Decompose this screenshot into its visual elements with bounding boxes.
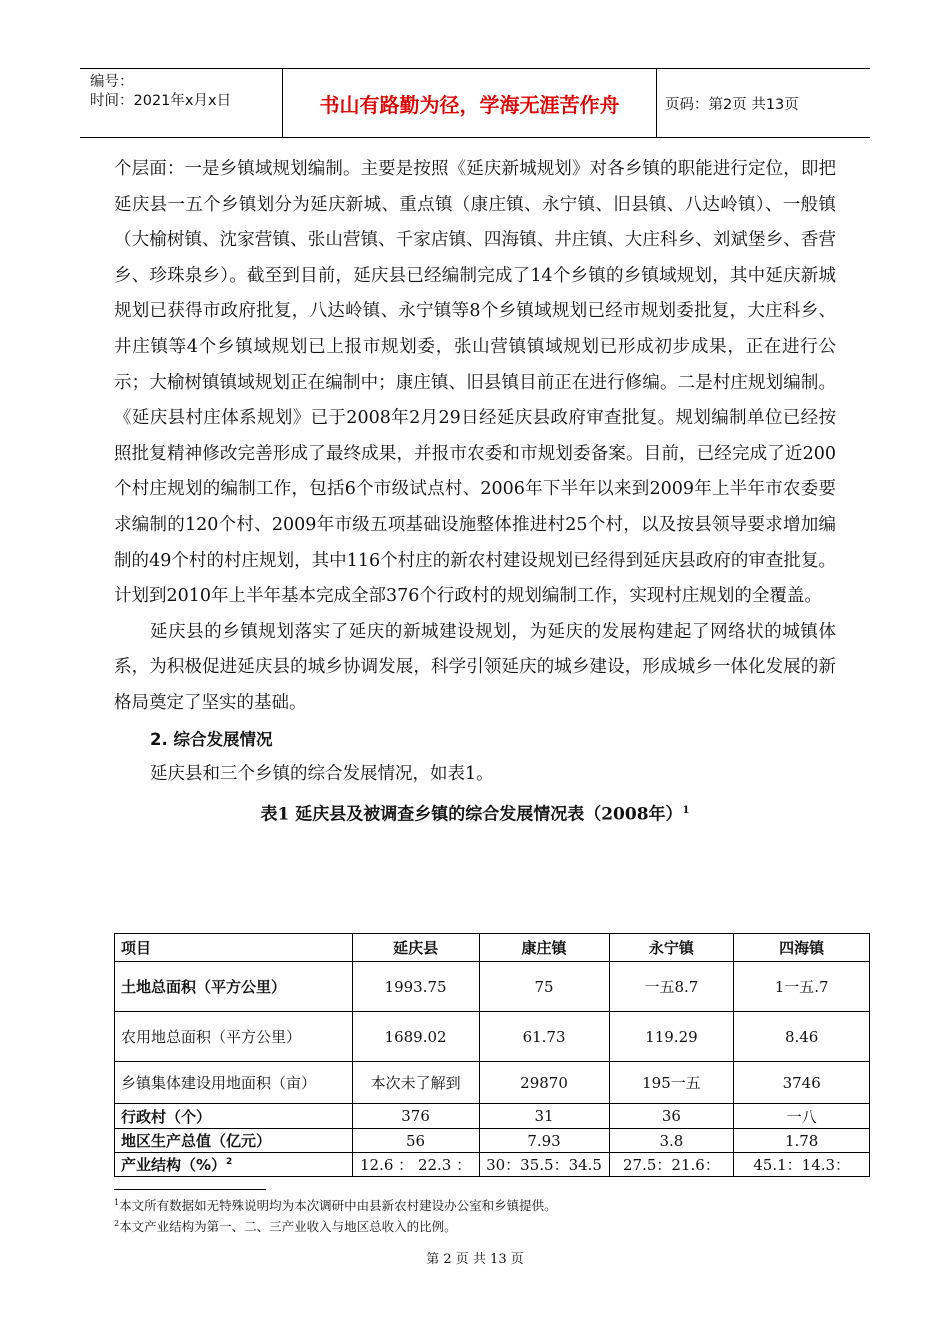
table-row — [115, 1153, 870, 1177]
table-header-cell: 永宁镇 — [609, 934, 734, 962]
table-cell-label — [115, 1153, 353, 1177]
table-header-cell: 项目 — [115, 934, 353, 962]
table-cell: 一八 — [734, 1104, 870, 1129]
table-row — [115, 1129, 870, 1153]
table-row — [115, 1012, 870, 1062]
table-cell: 61.73 — [479, 1012, 609, 1062]
table-cell: 1.78 — [734, 1129, 870, 1153]
table-cell-label: 行政村（个） — [115, 1104, 353, 1129]
table-row — [115, 1104, 870, 1129]
table-cell: 29870 — [479, 1062, 609, 1104]
table-cell: 376 — [352, 1104, 479, 1129]
footnote-mark: 2 — [114, 1219, 120, 1229]
table-cell: 8.46 — [734, 1012, 870, 1062]
table-cell: 195一五 — [609, 1062, 734, 1104]
doc-id-label: 编号： — [90, 74, 134, 90]
table-cell: 3.8 — [609, 1129, 734, 1153]
table-row — [115, 1062, 870, 1104]
table-cell: 30：35.5：34.5 — [479, 1153, 609, 1177]
table-cell: 45.1：14.3： — [734, 1153, 870, 1177]
table-title — [114, 793, 836, 833]
table-cell-label: 乡镇集体建设用地面积（亩） — [115, 1062, 353, 1104]
page-header — [80, 68, 870, 138]
table-cell: 1一五.7 — [734, 962, 870, 1012]
table-title-text: 表1 延庆县及被调查乡镇的综合发展情况表（2008年） — [260, 804, 683, 825]
table-header-cell: 四海镇 — [734, 934, 870, 962]
table-cell: 一五8.7 — [609, 962, 734, 1012]
table-cell: 119.29 — [609, 1012, 734, 1062]
table-cell: 3746 — [734, 1062, 870, 1104]
table-header-cell: 延庆县 — [352, 934, 479, 962]
header-page-info: 页码：第2页 共13页 — [665, 96, 799, 113]
table-cell: 12.6 ： 22.3 ： — [352, 1153, 479, 1177]
table-cell: 本次未了解到 — [352, 1062, 479, 1104]
footnote-item — [114, 1215, 557, 1236]
table-cell: 27.5：21.6： — [609, 1153, 734, 1177]
table-cell-label-text: 产业结构（%） — [121, 1156, 227, 1174]
table-cell: 36 — [609, 1104, 734, 1129]
table-cell: 75 — [479, 962, 609, 1012]
development-table — [114, 933, 870, 1177]
table-cell: 1993.75 — [352, 962, 479, 1012]
footnote-text: 本文所有数据如无特殊说明均为本次调研中由县新农村建设办公室和乡镇提供。 — [119, 1198, 557, 1214]
table-cell: 1689.02 — [352, 1012, 479, 1062]
table-row — [115, 962, 870, 1012]
table-cell: 56 — [352, 1129, 479, 1153]
table-header-row — [115, 934, 870, 962]
body-paragraph: 延庆县的乡镇规划落实了延庆的新城建设规划，为延庆的发展构建起了网络状的城镇体系，为积极促进延庆县的城乡协调发展，科学引领延庆的城乡建设，形成城乡一体化发展的新格局奠定了坚实的基础。 — [114, 621, 836, 713]
body-paragraph: 个层面：一是乡镇域规划编制。主要是按照《延庆新城规划》对各乡镇的职能进行定位，即把延庆县一五个乡镇划分为延庆新城、重点镇（康庄镇、永宁镇、旧县镇、八达岭镇）、一般镇（大榆树镇、沈家营镇、张山营镇、千家店镇、四海镇、井庄镇、大庄科乡、刘斌堡乡、香营乡、珍珠泉乡）。截至到目前，延庆县已经编制完成了14个乡镇的乡镇域规划，其中延庆新城规划已获得市政府批复，八达岭镇、永宁镇等8个乡镇域规划已经市规划委批复，大庄科乡、井庄镇等4个乡镇域规划已上报市规划委，张山营镇镇域规划已形成初步成果，正在进行公示；大榆树镇镇域规划正在编制中；康庄镇、旧县镇目前正在进行修编。二是村庄规划编制。《延庆县村庄体系规划》已于2008年2月29日经延庆县政府审查批复。规划编制单位已经按照批复精神修改完善形成了最终成果，并报市农委和市规划委备案。目前，已经完成了近200个村庄规划的编制工作，包括6个市级试点村、2006年下半年以来到2009年上半年市农委要求编制的120个村、2009年市级五项基础设施整体推进村25个村，以及按县领导要求增加编制的49个村的村庄规划，其中116个村庄的新农村建设规划已经得到延庆县政府的审查批复。计划到2010年上半年基本完成全部376个行政村的规划编制工作，实现村庄规划的全覆盖。 — [114, 159, 836, 607]
table-header-cell: 康庄镇 — [479, 934, 609, 962]
footnote-mark: 2 — [226, 1157, 233, 1167]
footnote-mark: 1 — [114, 1198, 120, 1207]
table-cell: 31 — [479, 1104, 609, 1129]
table-cell: 7.93 — [479, 1129, 609, 1153]
section-intro: 延庆县和三个乡镇的综合发展情况，如表1。 — [150, 764, 494, 785]
footnote-item — [114, 1194, 557, 1215]
footnote-divider — [114, 1189, 266, 1190]
header-meta — [80, 69, 283, 137]
section-heading: 2. 综合发展情况 — [150, 729, 273, 749]
footnote-text: 本文产业结构为第一、二、三产业收入与地区总收入的比例。 — [119, 1219, 457, 1235]
page-number: 第 2 页 共 13 页 — [426, 1252, 524, 1267]
footnotes — [114, 1194, 557, 1236]
table-cell-label: 地区生产总值（亿元） — [115, 1129, 353, 1153]
document-body — [114, 152, 836, 832]
table-cell-label: 农用地总面积（平方公里） — [115, 1012, 353, 1062]
table-title-footnote-mark: 1 — [682, 804, 690, 816]
table-cell-label: 土地总面积（平方公里） — [115, 962, 353, 1012]
header-motto: 书山有路勤为径，学海无涯苦作舟 — [283, 69, 657, 137]
doc-date-label: 时间：2021年x月x日 — [90, 93, 232, 109]
